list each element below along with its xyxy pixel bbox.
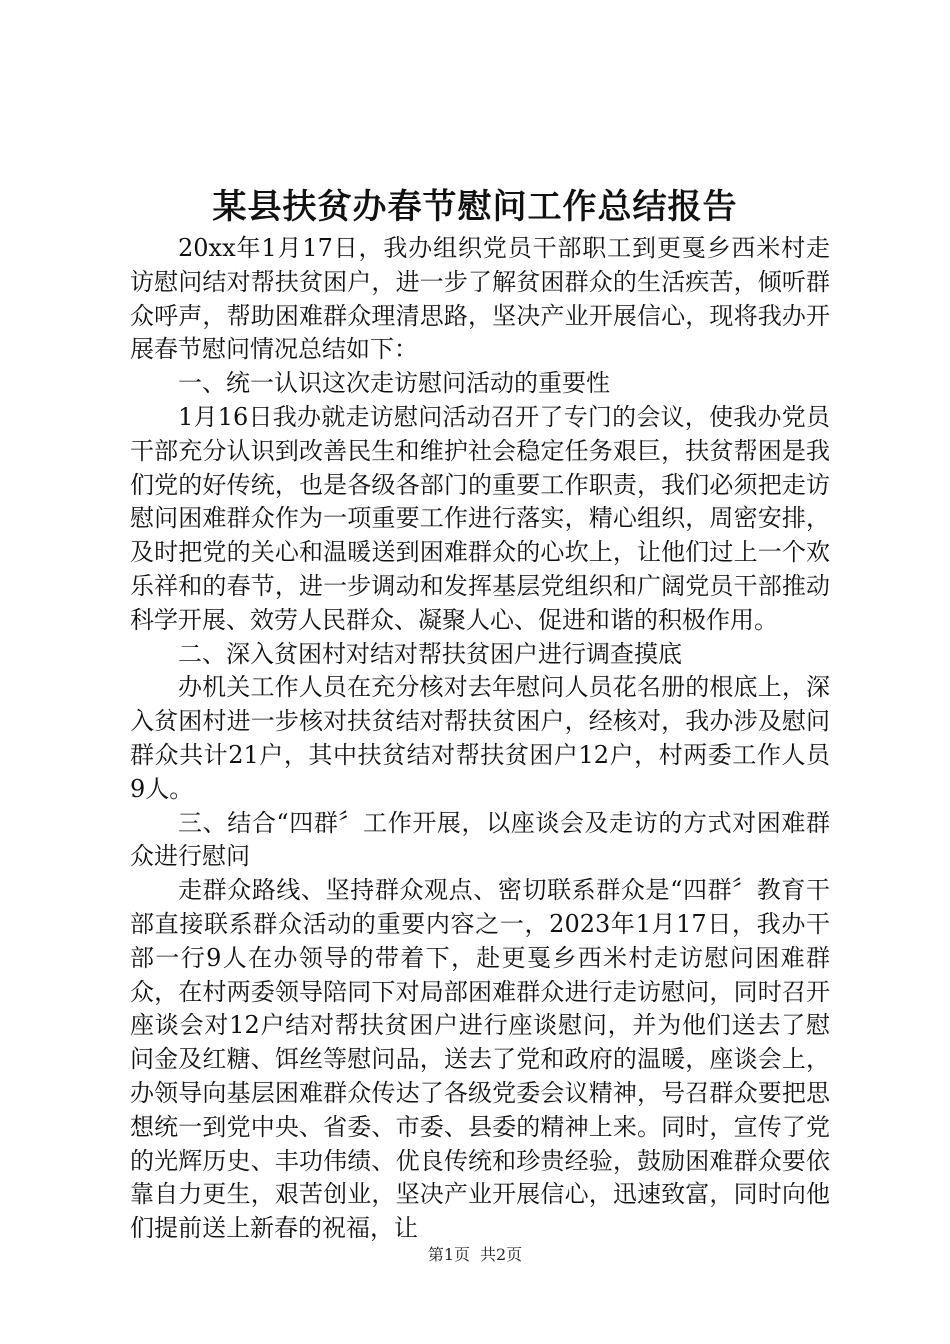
intro-paragraph: 20xx年1月17日，我办组织党员干部职工到更戛乡西米村走访慰问结对帮扶贫困户，进一步了解贫困群众的生活疾苦，倾听群众呼声，帮助困难群众理清思路，坚决产业开展信心，现将我办开展春节慰问情况总结如下： [130, 234, 830, 364]
section-heading-2: 二、深入贫困村对结对帮扶贫困户进行调查摸底 [178, 639, 682, 668]
page-footer [0, 1243, 950, 1267]
document-body [130, 232, 830, 1246]
section-paragraph-3: 走群众路线、坚持群众观点、密切联系群众是“四群〞教育干部直接联系群众活动的重要内容之一，2023年1月17日，我办干部一行9人在办领导的带着下，赴更戛乡西米村走访慰问困难群众，在村两委领导陪同下对局部困难群众进行走访慰问，同时召开座谈会对12户结对帮扶贫困户进行座谈慰问，并为他们送去了慰问金及红糖、饵丝等慰问品，送去了党和政府的温暖，座谈会上，办领导向基层困难群众传达了各级党委会议精神，号召群众要把思想统一到党中央、省委、市委、县委的精神上来。同时，宣传了党的光辉历史、丰功伟绩、优良传统和珍贵经验，鼓励困难群众要依靠自力更生，艰苦创业，坚决产业开展信心，迅速致富，同时向他们提前送上新春的祝福，让 [130, 876, 830, 1243]
section-paragraph-1: 1月16日我办就走访慰问活动召开了专门的会议，使我办党员干部充分认识到改善民生和维护社会稳定任务艰巨，扶贫帮困是我们党的好传统，也是各级各部门的重要工作职责，我们必须把走访慰问困难群众作为一项重要工作进行落实，精心组织，周密安排，及时把党的关心和温暖送到困难群众的心坎上，让他们过上一个欢乐祥和的春节，进一步调动和发挥基层党组织和广阔党员干部推动科学开展、效劳人民群众、凝聚人心、促进和谐的积极作用。 [130, 402, 830, 634]
section-heading-1: 一、统一认识这次走访慰问活动的重要性 [178, 369, 610, 398]
section-paragraph-2: 办机关工作人员在充分核对去年慰问人员花名册的根底上，深入贫困村进一步核对扶贫结对帮扶贫困户，经核对，我办涉及慰问群众共计21户，其中扶贫结对帮扶贫困户12户，村两委工作人员9人。 [130, 673, 830, 803]
page-total: 共2页 [480, 1245, 523, 1264]
section-heading-3: 三、结合“四群〞工作开展，以座谈会及走访的方式对困难群众进行慰问 [130, 808, 830, 871]
page-number: 第1页 [427, 1245, 470, 1264]
document-title: 某县扶贫办春节慰问工作总结报告 [212, 187, 738, 227]
